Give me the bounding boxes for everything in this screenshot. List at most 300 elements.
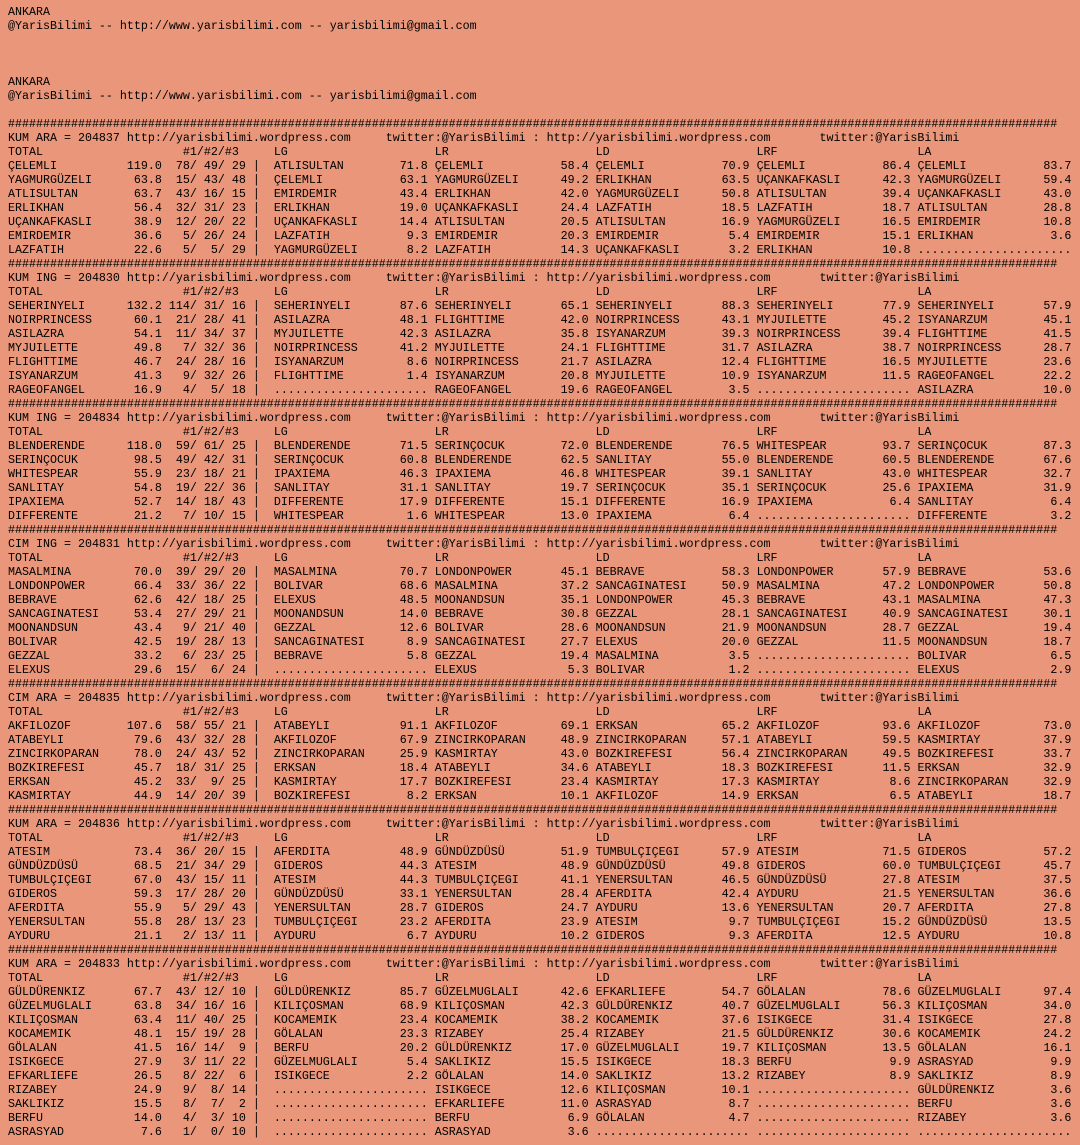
la-name: ATESIM — [917, 873, 1037, 887]
gap — [750, 775, 757, 789]
race-title — [8, 957, 1080, 971]
lg-value: 8.2 — [392, 789, 428, 803]
lrf-value: 40.9 — [875, 607, 911, 621]
gap — [428, 1125, 435, 1139]
ld-value: 58.3 — [714, 565, 750, 579]
la-name: ELEXUS — [917, 663, 1037, 677]
lrf-name: AYDURU — [756, 887, 876, 901]
lg-name: MOONANDSUN — [273, 607, 393, 621]
lrf-name: SEHERINYELI — [756, 299, 876, 313]
gap — [428, 1027, 435, 1041]
gap — [428, 621, 435, 635]
lr-name: ERKSAN — [434, 789, 554, 803]
lg-value: 60.8 — [392, 453, 428, 467]
placings: 21/ 28/ 41 — [161, 313, 246, 327]
table-row — [8, 1041, 1080, 1055]
ld-value: 20.0 — [714, 635, 750, 649]
ld-value: 57.1 — [714, 733, 750, 747]
total-score: 24.9 — [126, 1083, 162, 1097]
ld-value: 40.7 — [714, 999, 750, 1013]
table-row — [8, 355, 1080, 369]
gap — [750, 215, 757, 229]
gap — [428, 845, 435, 859]
gap: : — [525, 817, 547, 831]
gap — [589, 439, 596, 453]
lg-value: 67.9 — [392, 733, 428, 747]
table-row — [8, 327, 1080, 341]
la-value: 3.6 — [1036, 229, 1072, 243]
lrf-name: AFERDITA — [756, 929, 876, 943]
la-name: ATABEYLI — [917, 789, 1037, 803]
lrf-name: BOZKIREFESI — [756, 761, 876, 775]
la-name: UÇANKAFKASLI — [917, 187, 1037, 201]
lr-value: 24.4 — [553, 201, 589, 215]
gap: : — [525, 411, 547, 425]
lg-value: 70.7 — [392, 565, 428, 579]
column-header-ranks: #1/#2/#3 — [182, 705, 274, 719]
la-name: MOONANDSUN — [917, 635, 1037, 649]
gap — [428, 593, 435, 607]
table-row — [8, 999, 1080, 1013]
ld-value: 17.3 — [714, 775, 750, 789]
total-score: 41.3 — [126, 369, 162, 383]
gap — [750, 845, 757, 859]
total-score: 63.4 — [126, 1013, 162, 1027]
twitter-handle: twitter:@YarisBilimi — [819, 537, 960, 551]
gap — [428, 467, 435, 481]
race-title — [8, 691, 1080, 705]
column-header-lrf: LRF — [756, 425, 918, 439]
horse-name: UÇANKAFKASLI — [8, 215, 127, 229]
la-name: SEHERINYELI — [917, 299, 1037, 313]
la-name: DIFFERENTE — [917, 509, 1037, 523]
column-header-la: LA — [917, 145, 932, 159]
column-header-lg: LG — [273, 831, 435, 845]
lrf-name: WHITESPEAR — [756, 439, 876, 453]
gap — [750, 1097, 757, 1111]
lrf-name: ASILAZRA — [756, 341, 876, 355]
lrf-value: 25.6 — [875, 481, 911, 495]
lr-value: 24.7 — [553, 901, 589, 915]
column-divider: | — [245, 649, 274, 663]
site-link: http://yarisbilimi.wordpress.com — [546, 271, 771, 285]
lrf-value: 28.7 — [875, 621, 911, 635]
horse-name: NOIRPRINCESS — [8, 313, 127, 327]
column-header-row — [8, 551, 1080, 565]
la-value: 32.9 — [1036, 761, 1072, 775]
ld-value: 57.9 — [714, 845, 750, 859]
lr-name: ATABEYLI — [434, 761, 554, 775]
column-header-ranks: #1/#2/#3 — [182, 551, 274, 565]
gap — [589, 565, 596, 579]
lr-value: 19.6 — [553, 383, 589, 397]
table-row — [8, 649, 1080, 663]
lg-name: ÇELEMLI — [273, 173, 393, 187]
column-divider: | — [245, 327, 274, 341]
placings: 17/ 28/ 20 — [161, 887, 246, 901]
lr-value: 48.9 — [553, 859, 589, 873]
lr-name: MOONANDSUN — [434, 593, 554, 607]
lrf-name: ERLIKHAN — [756, 243, 876, 257]
horse-name: RIZABEY — [8, 1083, 127, 1097]
gap — [750, 733, 757, 747]
gap — [428, 173, 435, 187]
lg-name: GÜNDÜZDÜSÜ — [273, 887, 393, 901]
la-value: 10.8 — [1036, 929, 1072, 943]
gap — [750, 327, 757, 341]
placings: 16/ 14/ 9 — [161, 1041, 246, 1055]
lg-value: 63.1 — [392, 173, 428, 187]
lr-value: 13.0 — [553, 509, 589, 523]
gap — [589, 901, 596, 915]
column-divider: | — [245, 1013, 274, 1027]
lg-name: BOLIVAR — [273, 579, 393, 593]
column-header-lrf: LRF — [756, 831, 918, 845]
column-divider: | — [245, 1027, 274, 1041]
table-row — [8, 873, 1080, 887]
column-divider: | — [245, 201, 274, 215]
column-header-total: TOTAL — [8, 285, 183, 299]
la-name: WHITESPEAR — [917, 467, 1037, 481]
gap — [589, 845, 596, 859]
placings: 28/ 13/ 23 — [161, 915, 246, 929]
la-name: MASALMINA — [917, 593, 1037, 607]
lrf-name: TUMBULÇIÇEGI — [756, 915, 876, 929]
lrf-value: 11.5 — [875, 369, 911, 383]
placings: 34/ 16/ 16 — [161, 999, 246, 1013]
ld-name: AYDURU — [595, 901, 715, 915]
la-value: 6.5 — [1036, 649, 1072, 663]
total-score: 118.0 — [126, 439, 162, 453]
horse-name: GEZZAL — [8, 649, 127, 663]
lr-value: 69.1 — [553, 719, 589, 733]
gap — [428, 299, 435, 313]
ld-name: ATABEYLI — [595, 761, 715, 775]
ld-value: 12.4 — [714, 355, 750, 369]
lr-value: 20.3 — [553, 229, 589, 243]
ld-name: MOONANDSUN — [595, 621, 715, 635]
horse-name: SANCAGINATESI — [8, 607, 127, 621]
lr-name: RIZABEY — [434, 1027, 554, 1041]
gap — [428, 887, 435, 901]
lr-value: 19.4 — [553, 649, 589, 663]
ld-name: BOZKIREFESI — [595, 747, 715, 761]
horse-name: KILIÇOSMAN — [8, 1013, 127, 1027]
lrf-empty: ...................... — [756, 1097, 911, 1111]
lrf-value: 8.9 — [875, 1069, 911, 1083]
lr-name: LAZFATIH — [434, 243, 554, 257]
column-header-ranks: #1/#2/#3 — [182, 971, 274, 985]
la-value: 37.9 — [1036, 733, 1072, 747]
lg-name: MASALMINA — [273, 565, 393, 579]
lrf-value: 71.5 — [875, 845, 911, 859]
lg-value: 5.8 — [392, 649, 428, 663]
lr-name: ASRASYAD — [434, 1125, 554, 1139]
gap — [750, 439, 757, 453]
lrf-name: LAZFATIH — [756, 201, 876, 215]
ld-value: 50.9 — [714, 579, 750, 593]
lrf-name: YENERSULTAN — [756, 901, 876, 915]
column-header-row — [8, 145, 1080, 159]
ld-name: ÇELEMLI — [595, 159, 715, 173]
la-empty: ...................... — [917, 243, 1072, 257]
table-row — [8, 607, 1080, 621]
lrf-value: 59.5 — [875, 733, 911, 747]
la-value: 73.0 — [1036, 719, 1072, 733]
gap — [750, 1083, 757, 1097]
lrf-name: UÇANKAFKASLI — [756, 173, 876, 187]
lr-name: KOCAMEMIK — [434, 1013, 554, 1027]
lg-empty: ...................... — [273, 1083, 428, 1097]
ld-value: 63.5 — [714, 173, 750, 187]
ld-name: BEBRAVE — [595, 565, 715, 579]
column-divider: | — [245, 299, 274, 313]
gap — [589, 985, 596, 999]
ld-value: 3.5 — [714, 383, 750, 397]
placings: 9/ 21/ 40 — [161, 621, 246, 635]
total-score: 36.6 — [126, 229, 162, 243]
placings: 33/ 9/ 25 — [161, 775, 246, 789]
horse-name: AYDURU — [8, 929, 127, 943]
gap — [750, 467, 757, 481]
column-header-ranks: #1/#2/#3 — [182, 145, 274, 159]
column-divider: | — [245, 1125, 274, 1139]
gap — [750, 1125, 757, 1139]
la-name: ERKSAN — [917, 761, 1037, 775]
placings: 59/ 61/ 25 — [161, 439, 246, 453]
gap — [428, 1055, 435, 1069]
lr-value: 28.6 — [553, 621, 589, 635]
ld-name: RAGEOFANGEL — [595, 383, 715, 397]
placings: 5/ 29/ 43 — [161, 901, 246, 915]
column-header-total: TOTAL — [8, 705, 183, 719]
column-header-lr: LR — [434, 971, 596, 985]
gap — [589, 789, 596, 803]
table-row — [8, 1125, 1080, 1139]
table-row — [8, 1055, 1080, 1069]
gap — [428, 1013, 435, 1027]
lrf-name: RIZABEY — [756, 1069, 876, 1083]
ld-value: 28.1 — [714, 607, 750, 621]
horse-name: ATABEYLI — [8, 733, 127, 747]
gap: : — [525, 537, 547, 551]
lg-empty: ...................... — [273, 663, 428, 677]
gap — [750, 789, 757, 803]
column-header-total: TOTAL — [8, 971, 183, 985]
lg-value: 18.4 — [392, 761, 428, 775]
la-value: 32.7 — [1036, 467, 1072, 481]
site-link: http://yarisbilimi.wordpress.com — [546, 691, 771, 705]
ld-value: 49.8 — [714, 859, 750, 873]
table-row — [8, 929, 1080, 943]
la-value: 87.3 — [1036, 439, 1072, 453]
total-score: 63.8 — [126, 999, 162, 1013]
lrf-name: GÖLALAN — [756, 985, 876, 999]
la-value: 3.6 — [1036, 1111, 1072, 1125]
lrf-name: GIDEROS — [756, 859, 876, 873]
separator-line — [8, 397, 1080, 411]
gap — [750, 663, 757, 677]
column-divider: | — [245, 621, 274, 635]
race-label: KUM ARA = 204837 — [8, 131, 127, 145]
ld-name: DIFFERENTE — [595, 495, 715, 509]
lg-name: SERINÇOCUK — [273, 453, 393, 467]
table-row — [8, 719, 1080, 733]
race-title — [8, 537, 1080, 551]
table-row — [8, 341, 1080, 355]
lr-name: YENERSULTAN — [434, 887, 554, 901]
gap — [589, 1027, 596, 1041]
total-score: 7.6 — [126, 1125, 162, 1139]
lr-name: RAGEOFANGEL — [434, 383, 554, 397]
horse-name: GIDEROS — [8, 887, 127, 901]
gap — [750, 859, 757, 873]
lg-value: 6.7 — [392, 929, 428, 943]
lg-name: ATESIM — [273, 873, 393, 887]
column-header-row — [8, 425, 1080, 439]
la-name: ATLISULTAN — [917, 201, 1037, 215]
placings: 8/ 7/ 2 — [161, 1097, 246, 1111]
ld-value: 1.2 — [714, 663, 750, 677]
placings: 7/ 10/ 15 — [161, 509, 246, 523]
gap — [428, 1041, 435, 1055]
ld-value: 10.1 — [714, 1083, 750, 1097]
lg-value: 25.9 — [392, 747, 428, 761]
la-value: 57.9 — [1036, 299, 1072, 313]
total-score: 29.6 — [126, 663, 162, 677]
lr-value: 17.0 — [553, 1041, 589, 1055]
lg-value: 48.5 — [392, 593, 428, 607]
lg-name: AFERDITA — [273, 845, 393, 859]
lr-name: DIFFERENTE — [434, 495, 554, 509]
gap — [750, 495, 757, 509]
lr-name: KILIÇOSMAN — [434, 999, 554, 1013]
gap — [428, 873, 435, 887]
lr-name: ATLISULTAN — [434, 215, 554, 229]
ld-name: ASRASYAD — [595, 1097, 715, 1111]
column-header-row — [8, 831, 1080, 845]
lg-name: AYDURU — [273, 929, 393, 943]
lg-name: BOZKIREFESI — [273, 789, 393, 803]
column-divider: | — [245, 173, 274, 187]
placings: 11/ 40/ 25 — [161, 1013, 246, 1027]
ld-value: 18.3 — [714, 761, 750, 775]
gap — [589, 229, 596, 243]
lg-name: FLIGHTTIME — [273, 369, 393, 383]
lg-value: 1.4 — [392, 369, 428, 383]
total-score: 14.0 — [126, 1111, 162, 1125]
la-name: YAGMURGÜZELI — [917, 173, 1037, 187]
gap — [589, 159, 596, 173]
lr-name: AYDURU — [434, 929, 554, 943]
gap — [750, 579, 757, 593]
ld-name: BLENDERENDE — [595, 439, 715, 453]
ld-value: 5.4 — [714, 229, 750, 243]
column-header-total: TOTAL — [8, 551, 183, 565]
lg-name: IPAXIEMA — [273, 467, 393, 481]
gap — [771, 537, 820, 551]
lr-value: 62.5 — [553, 453, 589, 467]
ld-value: 43.1 — [714, 313, 750, 327]
gap — [750, 901, 757, 915]
lg-value: 44.3 — [392, 873, 428, 887]
table-row — [8, 495, 1080, 509]
ld-value: 3.2 — [714, 243, 750, 257]
lr-name: GÜLDÜRENKIZ — [434, 1041, 554, 1055]
gap — [750, 649, 757, 663]
column-divider: | — [245, 985, 274, 999]
lr-name: GÜNDÜZDÜSÜ — [434, 845, 554, 859]
la-name: ISYANARZUM — [917, 313, 1037, 327]
column-header-lg: LG — [273, 705, 435, 719]
gap — [428, 747, 435, 761]
gap — [428, 761, 435, 775]
lr-value: 42.0 — [553, 187, 589, 201]
lg-empty: ...................... — [273, 1125, 428, 1139]
placings: 15/ 43/ 48 — [161, 173, 246, 187]
lrf-name: YAGMURGÜZELI — [756, 215, 876, 229]
lrf-name: EMIRDEMIR — [756, 229, 876, 243]
lr-value: 28.4 — [553, 887, 589, 901]
lrf-value: 60.5 — [875, 453, 911, 467]
lg-value: 41.2 — [392, 341, 428, 355]
table-row — [8, 481, 1080, 495]
ld-name: RIZABEY — [595, 1027, 715, 1041]
total-score: 21.1 — [126, 929, 162, 943]
lg-name: ISIKGECE — [273, 1069, 393, 1083]
gap — [428, 649, 435, 663]
total-score: 70.0 — [126, 565, 162, 579]
table-row — [8, 1097, 1080, 1111]
placings: 11/ 34/ 37 — [161, 327, 246, 341]
la-value: 13.5 — [1036, 915, 1072, 929]
la-value: 31.9 — [1036, 481, 1072, 495]
lrf-empty: ...................... — [756, 649, 911, 663]
lg-name: UÇANKAFKASLI — [273, 215, 393, 229]
lr-value: 10.2 — [553, 929, 589, 943]
la-value: 32.9 — [1036, 775, 1072, 789]
column-header-la: LA — [917, 971, 932, 985]
gap — [771, 411, 820, 425]
ld-name: MYJUILETTE — [595, 369, 715, 383]
placings: 19/ 22/ 36 — [161, 481, 246, 495]
lrf-name: ATABEYLI — [756, 733, 876, 747]
column-header-lr: LR — [434, 551, 596, 565]
gap — [589, 649, 596, 663]
total-score: 60.1 — [126, 313, 162, 327]
ld-value: 70.9 — [714, 159, 750, 173]
total-score: 62.6 — [126, 593, 162, 607]
total-score: 119.0 — [126, 159, 162, 173]
lr-name: BOLIVAR — [434, 621, 554, 635]
ld-name: AFERDITA — [595, 887, 715, 901]
gap — [589, 747, 596, 761]
lrf-name: SERINÇOCUK — [756, 481, 876, 495]
lr-name: ISYANARZUM — [434, 369, 554, 383]
gap — [589, 201, 596, 215]
lr-name: LONDONPOWER — [434, 565, 554, 579]
gap — [750, 621, 757, 635]
horse-name: ATLISULTAN — [8, 187, 127, 201]
gap — [589, 355, 596, 369]
lrf-value: 30.6 — [875, 1027, 911, 1041]
gap — [750, 635, 757, 649]
table-row — [8, 299, 1080, 313]
la-value: 2.9 — [1036, 663, 1072, 677]
ld-name: LONDONPOWER — [595, 593, 715, 607]
gap: : — [525, 691, 547, 705]
lrf-name: NOIRPRINCESS — [756, 327, 876, 341]
